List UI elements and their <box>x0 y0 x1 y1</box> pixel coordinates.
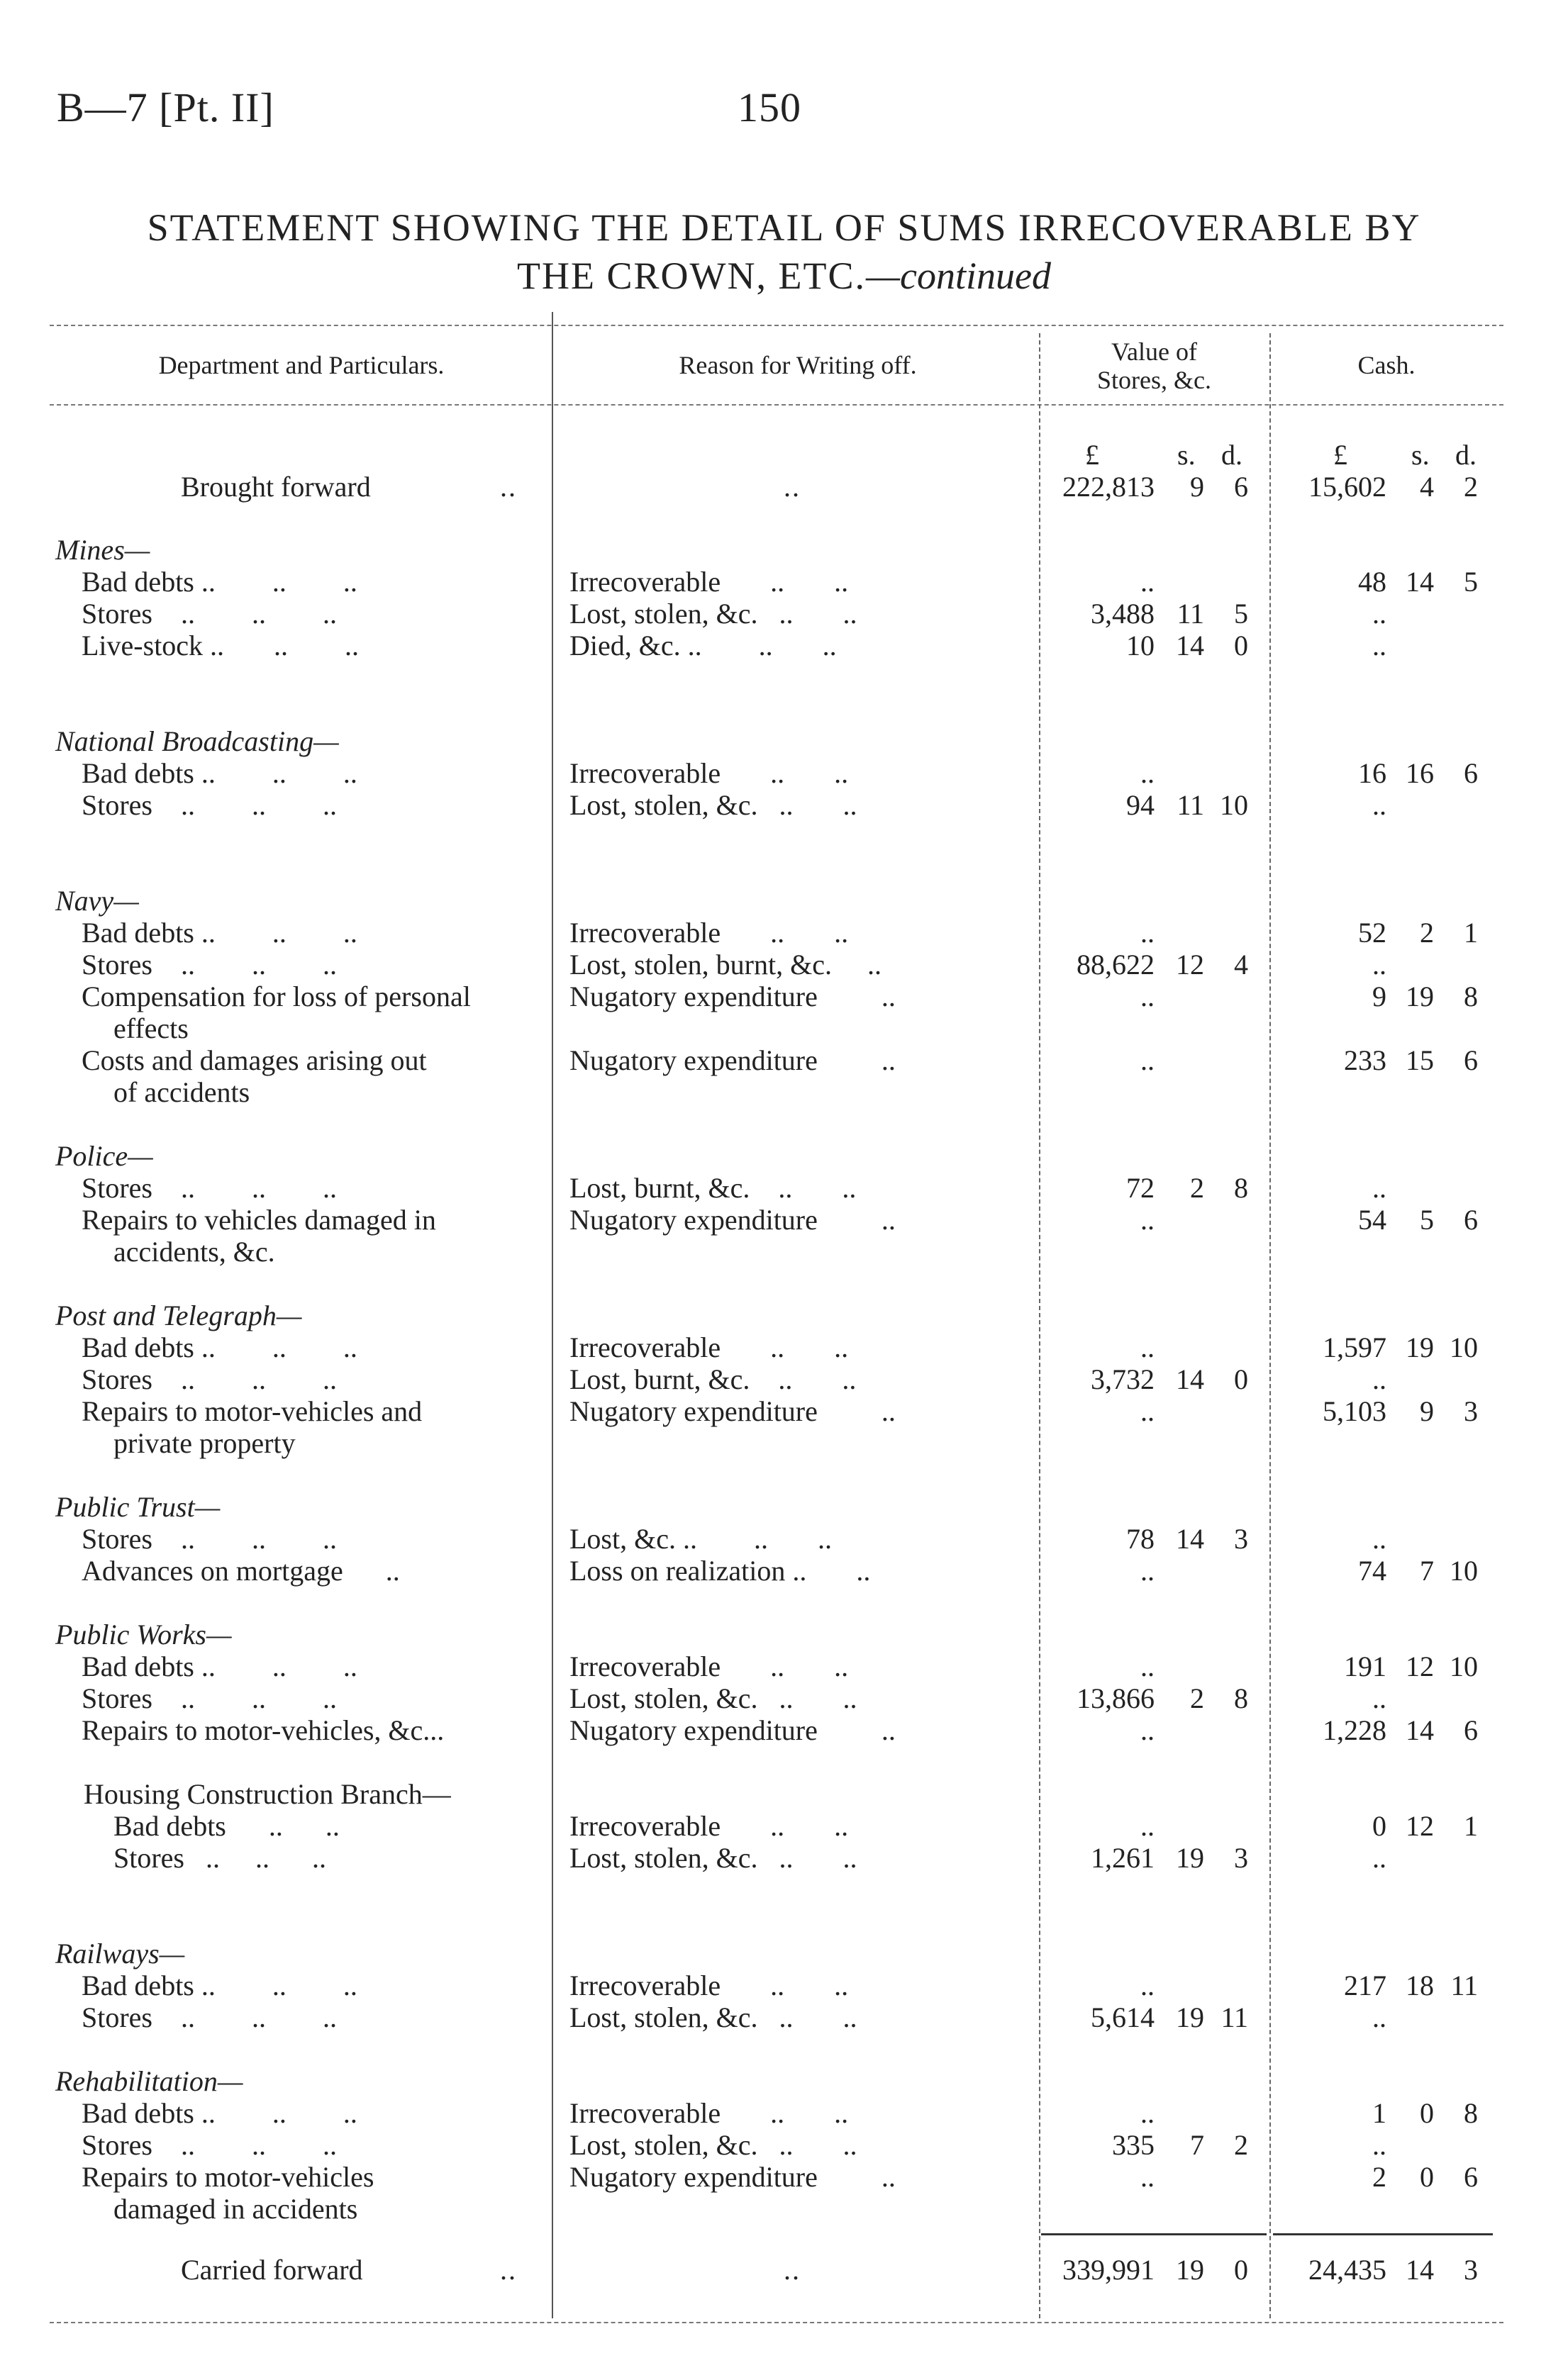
row-cash-pounds: .. <box>1372 2129 1386 2161</box>
row-reason: Irrecoverable .. .. <box>569 1331 849 1363</box>
brought-forward-value-pounds: 222,813 <box>1062 471 1155 503</box>
brought-forward-reason-dots: .. <box>784 471 801 503</box>
row-reason: Nugatory expenditure .. <box>569 1395 896 1427</box>
row-cash-shillings: 5 <box>1420 1204 1434 1236</box>
row-particular: Repairs to motor-vehicles <box>82 2161 374 2193</box>
row-cash-pounds: 191 <box>1344 1650 1386 1682</box>
row-reason: Lost, stolen, burnt, &c. .. <box>569 949 882 981</box>
carried-forward-dots: .. <box>500 2254 517 2286</box>
row-cash-pounds: 9 <box>1372 981 1386 1012</box>
row-value-pounds: 1,261 <box>1091 1842 1155 1874</box>
column-header-reason: Reason for Writing off. <box>679 351 917 379</box>
row-value-pounds: .. <box>1140 1970 1155 2001</box>
cash-unit-pound: £ <box>1333 439 1347 471</box>
row-reason: Irrecoverable .. .. <box>569 917 849 949</box>
row-cash-pence: 1 <box>1464 1810 1478 1842</box>
brought-forward-cash-pounds: 15,602 <box>1308 471 1386 503</box>
row-particular: Advances on mortgage .. <box>82 1555 400 1587</box>
row-cash-pence: 11 <box>1450 1970 1478 2001</box>
row-cash-shillings: 18 <box>1406 1970 1434 2001</box>
row-particular: Stores .. .. .. <box>82 1172 337 1204</box>
row-value-pounds: .. <box>1140 1714 1155 1746</box>
row-cash-pence: 10 <box>1450 1331 1478 1363</box>
row-value-pence: 3 <box>1234 1523 1248 1555</box>
row-cash-pounds: .. <box>1372 1682 1386 1714</box>
row-value-shillings: 11 <box>1177 598 1204 630</box>
row-value-pence: 8 <box>1234 1172 1248 1204</box>
row-reason: Lost, stolen, &c. .. .. <box>569 2129 857 2161</box>
carried-forward-cash-pounds: 24,435 <box>1308 2254 1386 2286</box>
column-header-cash: Cash. <box>1357 351 1416 379</box>
row-particular: Costs and damages arising out <box>82 1044 427 1076</box>
row-cash-pounds: .. <box>1372 1172 1386 1204</box>
row-value-pounds: 3,732 <box>1091 1363 1155 1395</box>
row-value-pence: 3 <box>1234 1842 1248 1874</box>
row-cash-pence: 6 <box>1464 1204 1478 1236</box>
row-particular: Bad debts .. .. .. <box>82 917 357 949</box>
row-reason: Lost, stolen, &c. .. .. <box>569 598 857 630</box>
row-value-pounds: 88,622 <box>1077 949 1155 981</box>
row-reason: Nugatory expenditure .. <box>569 2161 896 2193</box>
row-reason: Irrecoverable .. .. <box>569 1810 849 1842</box>
row-particular-continued: damaged in accidents <box>113 2193 358 2225</box>
value-total-rule <box>1041 2233 1267 2235</box>
row-cash-pounds: .. <box>1372 1363 1386 1395</box>
row-value-shillings: 14 <box>1176 1363 1204 1395</box>
section-heading-works: Public Works— <box>55 1619 232 1650</box>
column-divider-3 <box>1269 333 1271 2318</box>
row-reason: Nugatory expenditure .. <box>569 1204 896 1236</box>
row-cash-pounds: 52 <box>1358 917 1386 949</box>
row-particular-continued: accidents, &c. <box>113 1236 275 1268</box>
section-heading-railways: Railways— <box>55 1938 185 1970</box>
row-cash-shillings: 9 <box>1420 1395 1434 1427</box>
row-cash-pounds: 5,103 <box>1323 1395 1386 1427</box>
row-particular: Stores .. .. .. <box>113 1842 326 1874</box>
row-cash-shillings: 0 <box>1420 2161 1434 2193</box>
brought-forward-cash-shillings: 4 <box>1420 471 1434 503</box>
row-value-pounds: .. <box>1140 981 1155 1012</box>
section-reference: B—7 [Pt. II] <box>57 84 274 130</box>
row-reason: Nugatory expenditure .. <box>569 1714 896 1746</box>
cash-unit-pence: d. <box>1455 439 1477 471</box>
section-heading-broadcasting: National Broadcasting— <box>55 725 339 757</box>
row-particular: Bad debts .. .. .. <box>82 2097 357 2129</box>
carried-forward-value-pounds: 339,991 <box>1062 2254 1155 2286</box>
carried-forward-value-shillings: 19 <box>1176 2254 1204 2286</box>
row-particular-continued: effects <box>113 1012 189 1044</box>
row-value-pounds: 13,866 <box>1077 1682 1155 1714</box>
row-cash-pounds: .. <box>1372 1842 1386 1874</box>
row-reason: Lost, burnt, &c. .. .. <box>569 1172 857 1204</box>
brought-forward-dots: .. <box>500 471 517 503</box>
row-reason: Irrecoverable .. .. <box>569 1650 849 1682</box>
row-cash-shillings: 19 <box>1406 981 1434 1012</box>
row-value-pounds: 10 <box>1126 630 1155 661</box>
row-value-pounds: 5,614 <box>1091 2001 1155 2033</box>
row-cash-pounds: .. <box>1372 1523 1386 1555</box>
page-title-continued: THE CROWN, ETC.—continued <box>517 255 1051 297</box>
row-value-shillings: 19 <box>1176 1842 1204 1874</box>
row-cash-pence: 6 <box>1464 2161 1478 2193</box>
row-value-pence: 8 <box>1234 1682 1248 1714</box>
row-cash-pounds: .. <box>1372 789 1386 821</box>
row-value-pounds: .. <box>1140 2161 1155 2193</box>
row-cash-pence: 3 <box>1464 1395 1478 1427</box>
row-value-pence: 11 <box>1221 2001 1248 2033</box>
row-value-pence: 4 <box>1234 949 1248 981</box>
row-particular-continued: of accidents <box>113 1076 250 1108</box>
row-particular: Bad debts .. .. <box>113 1810 340 1842</box>
row-value-shillings: 19 <box>1176 2001 1204 2033</box>
row-value-pounds: .. <box>1140 917 1155 949</box>
brought-forward-label: Brought forward <box>181 471 371 503</box>
row-value-pounds: .. <box>1140 1331 1155 1363</box>
row-value-pounds: .. <box>1140 2097 1155 2129</box>
row-reason: Died, &c. .. .. .. <box>569 630 837 661</box>
row-reason: Lost, &c. .. .. .. <box>569 1523 832 1555</box>
row-particular: Live-stock .. .. .. <box>82 630 360 661</box>
row-cash-pounds: 233 <box>1344 1044 1386 1076</box>
section-heading-trust: Public Trust— <box>55 1491 221 1523</box>
row-cash-pence: 6 <box>1464 1714 1478 1746</box>
row-value-shillings: 14 <box>1176 1523 1204 1555</box>
row-cash-pounds: 1,597 <box>1323 1331 1386 1363</box>
column-divider-1 <box>552 312 553 2318</box>
row-reason: Lost, stolen, &c. .. .. <box>569 1842 857 1874</box>
row-particular: Repairs to motor-vehicles and <box>82 1395 423 1427</box>
page-number: 150 <box>738 84 801 130</box>
brought-forward-cash-pence: 2 <box>1464 471 1478 503</box>
row-value-pounds: .. <box>1140 1395 1155 1427</box>
row-cash-shillings: 0 <box>1420 2097 1434 2129</box>
section-heading-navy: Navy— <box>55 885 139 917</box>
column-header-dept: Department and Particulars. <box>158 351 445 379</box>
value-unit-shilling: s. <box>1177 439 1196 471</box>
row-value-pounds: .. <box>1140 566 1155 598</box>
page-bottom-rule <box>50 2322 1503 2323</box>
row-value-shillings: 2 <box>1190 1172 1204 1204</box>
value-unit-pence: d. <box>1221 439 1242 471</box>
row-particular: Stores .. .. .. <box>82 789 337 821</box>
carried-forward-cash-pence: 3 <box>1464 2254 1478 2286</box>
value-unit-pound: £ <box>1085 439 1099 471</box>
row-value-pounds: 94 <box>1126 789 1155 821</box>
row-cash-pence: 6 <box>1464 1044 1478 1076</box>
subsection-heading-housing: Housing Construction Branch— <box>84 1778 451 1810</box>
row-cash-shillings: 14 <box>1406 566 1434 598</box>
row-reason: Irrecoverable .. .. <box>569 757 849 789</box>
row-cash-shillings: 15 <box>1406 1044 1434 1076</box>
row-cash-pence: 6 <box>1464 757 1478 789</box>
row-cash-pence: 8 <box>1464 2097 1478 2129</box>
row-cash-shillings: 14 <box>1406 1714 1434 1746</box>
row-value-pounds: 335 <box>1112 2129 1155 2161</box>
column-header-value: Value of Stores, &c. <box>1097 337 1211 394</box>
brought-forward-value-shillings: 9 <box>1190 471 1204 503</box>
column-divider-2 <box>1039 333 1040 2318</box>
row-reason: Lost, stolen, &c. .. .. <box>569 789 857 821</box>
row-cash-pence: 8 <box>1464 981 1478 1012</box>
header-top-rule <box>50 325 1503 326</box>
section-heading-rehab: Rehabilitation— <box>55 2065 243 2097</box>
row-value-shillings: 7 <box>1190 2129 1204 2161</box>
row-value-shillings: 12 <box>1176 949 1204 981</box>
row-particular: Stores .. .. .. <box>82 598 337 630</box>
row-particular: Stores .. .. .. <box>82 949 337 981</box>
row-value-pence: 2 <box>1234 2129 1248 2161</box>
row-value-shillings: 2 <box>1190 1682 1204 1714</box>
row-cash-pounds: .. <box>1372 598 1386 630</box>
row-value-shillings: 11 <box>1177 789 1204 821</box>
row-cash-shillings: 16 <box>1406 757 1434 789</box>
carried-forward-label: Carried forward <box>181 2254 363 2286</box>
row-cash-pounds: .. <box>1372 949 1386 981</box>
page-title: STATEMENT SHOWING THE DETAIL OF SUMS IRRECOVERABLE BY <box>147 206 1421 249</box>
row-particular: Bad debts .. .. .. <box>82 757 357 789</box>
row-cash-pounds: .. <box>1372 630 1386 661</box>
row-cash-pounds: 48 <box>1358 566 1386 598</box>
row-particular: Bad debts .. .. .. <box>82 566 357 598</box>
row-cash-pounds: 0 <box>1372 1810 1386 1842</box>
row-value-pounds: 3,488 <box>1091 598 1155 630</box>
row-value-pounds: .. <box>1140 1204 1155 1236</box>
row-cash-pounds: 54 <box>1358 1204 1386 1236</box>
row-reason: Lost, burnt, &c. .. .. <box>569 1363 857 1395</box>
row-cash-pounds: 16 <box>1358 757 1386 789</box>
row-cash-pounds: .. <box>1372 2001 1386 2033</box>
row-reason: Loss on realization .. .. <box>569 1555 871 1587</box>
carried-forward-cash-shillings: 14 <box>1406 2254 1434 2286</box>
row-value-pounds: 72 <box>1126 1172 1155 1204</box>
row-cash-shillings: 19 <box>1406 1331 1434 1363</box>
row-value-pounds: .. <box>1140 1044 1155 1076</box>
row-cash-pounds: 74 <box>1358 1555 1386 1587</box>
row-cash-pence: 10 <box>1450 1555 1478 1587</box>
row-reason: Irrecoverable .. .. <box>569 566 849 598</box>
row-cash-shillings: 7 <box>1420 1555 1434 1587</box>
row-cash-pounds: 1,228 <box>1323 1714 1386 1746</box>
row-cash-shillings: 2 <box>1420 917 1434 949</box>
row-particular: Stores .. .. .. <box>82 1363 337 1395</box>
row-particular-continued: private property <box>113 1427 296 1459</box>
row-particular: Repairs to vehicles damaged in <box>82 1204 436 1236</box>
row-cash-pounds: 1 <box>1372 2097 1386 2129</box>
row-particular: Stores .. .. .. <box>82 2129 337 2161</box>
row-value-pounds: .. <box>1140 757 1155 789</box>
row-value-pence: 0 <box>1234 630 1248 661</box>
row-reason: Irrecoverable .. .. <box>569 1970 849 2001</box>
row-cash-pence: 5 <box>1464 566 1478 598</box>
row-reason: Nugatory expenditure .. <box>569 1044 896 1076</box>
row-cash-pounds: 217 <box>1344 1970 1386 2001</box>
section-heading-police: Police— <box>55 1140 153 1172</box>
carried-forward-value-pence: 0 <box>1234 2254 1248 2286</box>
row-value-pounds: .. <box>1140 1555 1155 1587</box>
row-cash-shillings: 12 <box>1406 1650 1434 1682</box>
row-particular: Stores .. .. .. <box>82 2001 337 2033</box>
row-cash-pence: 1 <box>1464 917 1478 949</box>
row-cash-shillings: 12 <box>1406 1810 1434 1842</box>
row-value-pence: 0 <box>1234 1363 1248 1395</box>
row-value-pounds: .. <box>1140 1810 1155 1842</box>
row-particular: Stores .. .. .. <box>82 1682 337 1714</box>
cash-total-rule <box>1273 2233 1493 2235</box>
section-heading-mines: Mines— <box>55 534 150 566</box>
row-value-pounds: .. <box>1140 1650 1155 1682</box>
cash-unit-shilling: s. <box>1411 439 1430 471</box>
row-particular: Bad debts .. .. .. <box>82 1650 357 1682</box>
brought-forward-value-pence: 6 <box>1234 471 1248 503</box>
row-reason: Irrecoverable .. .. <box>569 2097 849 2129</box>
row-particular: Repairs to motor-vehicles, &c... <box>82 1714 445 1746</box>
row-value-pounds: 78 <box>1126 1523 1155 1555</box>
row-value-pence: 5 <box>1234 598 1248 630</box>
row-particular: Bad debts .. .. .. <box>82 1970 357 2001</box>
carried-forward-reason-dots: .. <box>784 2254 801 2286</box>
section-heading-post: Post and Telegraph— <box>55 1300 302 1331</box>
row-reason: Nugatory expenditure .. <box>569 981 896 1012</box>
row-cash-pence: 10 <box>1450 1650 1478 1682</box>
row-particular: Stores .. .. .. <box>82 1523 337 1555</box>
row-particular: Bad debts .. .. .. <box>82 1331 357 1363</box>
row-value-shillings: 14 <box>1176 630 1204 661</box>
row-cash-pounds: 2 <box>1372 2161 1386 2193</box>
row-reason: Lost, stolen, &c. .. .. <box>569 2001 857 2033</box>
header-bottom-rule <box>50 404 1503 406</box>
row-particular: Compensation for loss of personal <box>82 981 471 1012</box>
row-reason: Lost, stolen, &c. .. .. <box>569 1682 857 1714</box>
row-value-pence: 10 <box>1220 789 1248 821</box>
